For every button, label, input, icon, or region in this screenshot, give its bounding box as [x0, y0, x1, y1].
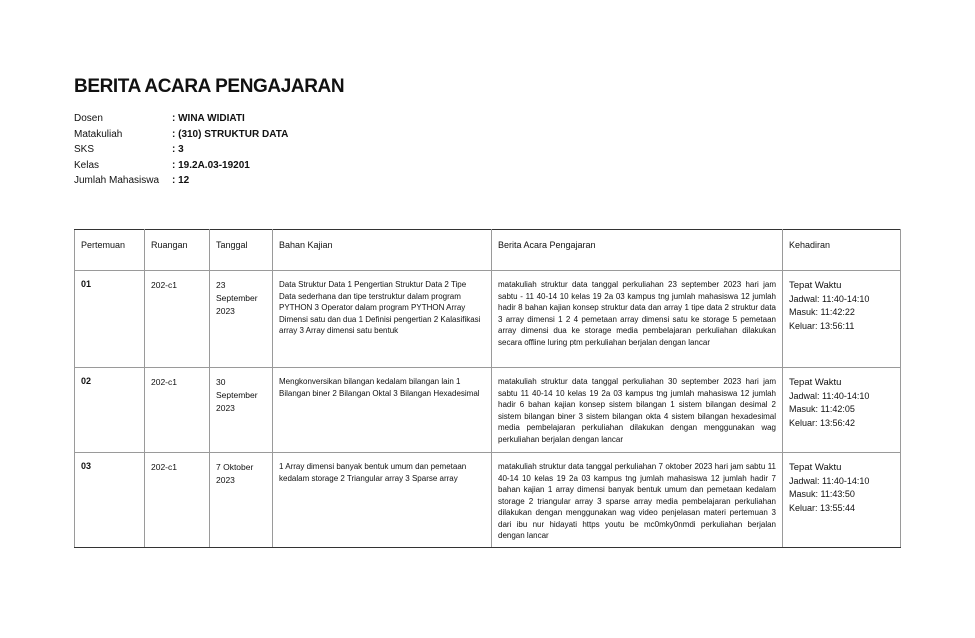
info-label: Dosen: [74, 113, 103, 124]
info-value: : 19.2A.03-19201: [172, 159, 250, 171]
cell-tanggal: 30 September 2023: [210, 368, 273, 453]
column-header-pertemuan: Pertemuan: [75, 230, 145, 271]
cell-pertemuan: 01: [75, 271, 145, 368]
info-value: : (310) STRUKTUR DATA: [172, 128, 289, 140]
info-row-jumlah-mahasiswa: [74, 173, 288, 189]
cell-kehadiran: [783, 368, 901, 453]
attendance-jadwal: Jadwal: 11:40-14:10: [789, 293, 870, 304]
info-label: SKS: [74, 144, 95, 155]
table-row: [75, 271, 901, 368]
info-row-matakuliah: [74, 127, 288, 143]
cell-pertemuan: 02: [75, 368, 145, 453]
cell-tanggal: 23 September 2023: [210, 271, 273, 368]
info-row-dosen: [74, 111, 288, 127]
cell-ruangan: 202-c1: [145, 453, 210, 548]
attendance-masuk: Masuk: 11:42:05: [789, 404, 855, 414]
cell-berita-acara: matakuliah struktur data tanggal perkuliahan 30 september 2023 hari jam sabtu 11 40-14 10 kelas 19 2a 03 kampus tng jumlah mahasiswa 12 jumlah hadir 6 bahan kajian konsep sistem bilangan 1 sistem bilangan desimal 2 sistem bilangan biner 3 sistem bilangan okta 4 sistem bilangan hexadesimal media pembelajaran perkuliahan dilakukan dengan menggunakan wag perkuliahan berjalan dengan lancar: [492, 368, 783, 453]
table-row: [75, 368, 901, 453]
cell-berita-acara: matakuliah struktur data tanggal perkuliahan 23 september 2023 hari jam sabtu - 11 40-14 10 kelas 19 2a 03 kampus tng jumlah mahasiswa 12 jumlah hadir 8 bahan kajian konsep struktur data dan array 1 tipe data 2 struktur data 3 array dimensi 1 2 4 pemetaan array dimensi satu ke storage 5 pemetaan array dimensi dua ke storage media pembelajaran perkuliahan dilakukan secara offline luring ptm perkuliahan berjalan dengan lancar: [492, 271, 783, 368]
column-header-ruangan: Ruangan: [145, 230, 210, 271]
table-row: [75, 453, 901, 548]
cell-ruangan: 202-c1: [145, 368, 210, 453]
attendance-keluar: Keluar: 13:56:42: [789, 417, 856, 428]
info-row-sks: [74, 142, 288, 158]
attendance-jadwal: Jadwal: 11:40-14:10: [789, 390, 870, 401]
attendance-masuk: Masuk: 11:42:22: [789, 307, 855, 317]
info-value: : 12: [172, 175, 190, 186]
attendance-masuk: Masuk: 11:43:50: [789, 489, 855, 499]
attendance-keluar: Keluar: 13:56:11: [789, 320, 855, 331]
cell-pertemuan: 03: [75, 453, 145, 548]
table-header-row: [75, 230, 901, 271]
info-label: Jumlah Mahasiswa: [74, 175, 160, 186]
column-header-kehadiran: Kehadiran: [783, 230, 901, 271]
attendance-keluar: Keluar: 13:55:44: [789, 502, 856, 513]
attendance-status: Tepat Waktu: [789, 377, 842, 388]
cell-tanggal: 7 Oktober 2023: [210, 453, 273, 548]
attendance-status: Tepat Waktu: [789, 280, 842, 291]
column-header-tanggal: Tanggal: [210, 230, 273, 271]
teaching-record-table: [74, 229, 901, 548]
cell-bahan-kajian: Data Struktur Data 1 Pengertian Struktur Data 2 Tipe Data sederhana dan tipe terstruktur dalam program PYTHON 3 Operator dalam program PYTHON Array Dimensi satu dan dua 1 Definisi pengertian 2 Kalasifikasi array 3 Array dimensi satu bentuk: [273, 271, 492, 368]
info-row-kelas: [74, 158, 288, 174]
cell-ruangan: 202-c1: [145, 271, 210, 368]
info-label: Matakuliah: [74, 128, 123, 140]
cell-berita-acara: matakuliah struktur data tanggal perkuliahan 7 oktober 2023 hari jam sabtu 11 40-14 10 kelas 19 2a 03 kampus tng jumlah mahasiswa 12 jumlah hadir 7 bahan kajian 1 array dimensi banyak bentuk umum dan pemetaan kedalam storage 2 triangular array 3 sparse array media pembelajaran perkuliahan dilakukan dengan menggunakan wag video penjelasan materi pertemuan 3 dari ibu nur hidayati https youtu be mc0mky0nmdi perkuliahan berjalan dengan lancar: [492, 453, 783, 548]
cell-kehadiran: [783, 453, 901, 548]
attendance-jadwal: Jadwal: 11:40-14:10: [789, 475, 870, 486]
attendance-status: Tepat Waktu: [789, 462, 842, 473]
cell-bahan-kajian: 1 Array dimensi banyak bentuk umum dan pemetaan kedalam storage 2 Triangular array 3 Sparse array: [273, 453, 492, 548]
info-label: Kelas: [74, 159, 100, 171]
column-header-bahan-kajian: Bahan Kajian: [273, 230, 492, 271]
column-header-berita-acara: Berita Acara Pengajaran: [492, 230, 783, 271]
document-title: BERITA ACARA PENGAJARAN: [74, 76, 345, 97]
info-value: : WINA WIDIATI: [172, 113, 245, 124]
course-info: [74, 111, 288, 189]
cell-kehadiran: [783, 271, 901, 368]
cell-bahan-kajian: Mengkonversikan bilangan kedalam bilangan lain 1 Bilangan biner 2 Bilangan Oktal 3 Bilangan Hexadesimal: [273, 368, 492, 453]
info-value: : 3: [172, 144, 184, 155]
